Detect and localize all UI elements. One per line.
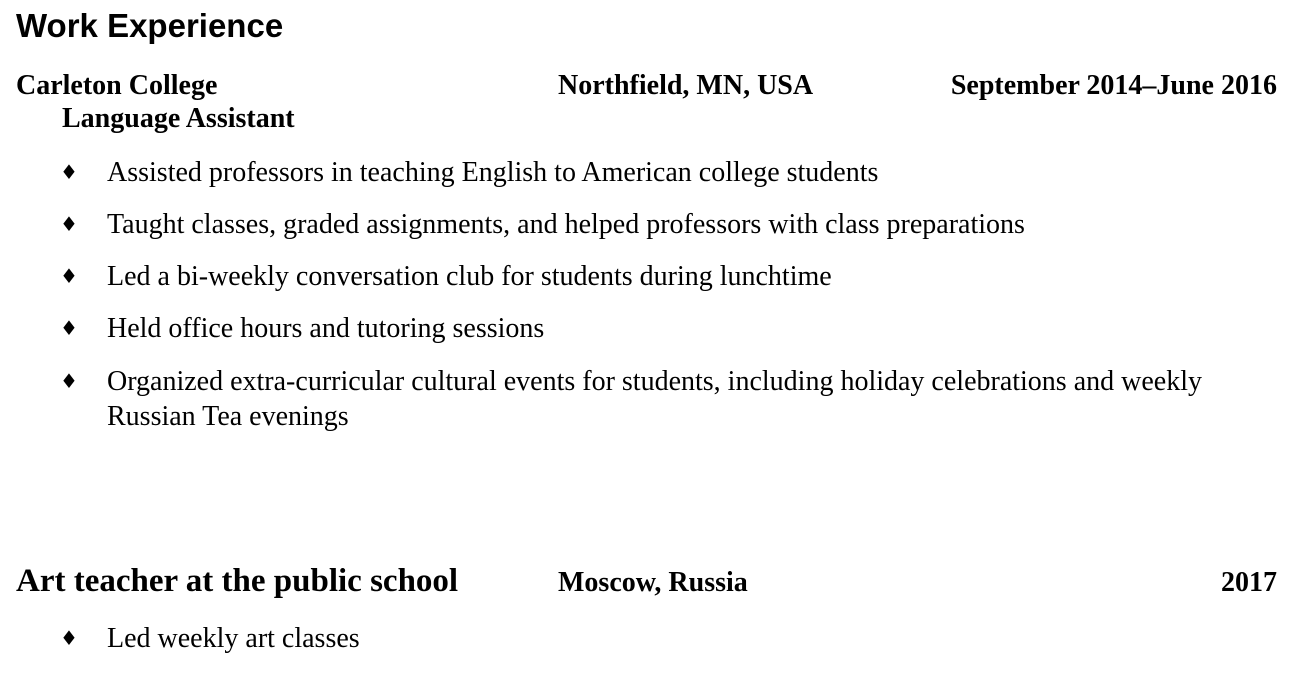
- diamond-bullet-icon: ♦: [60, 264, 78, 288]
- job-organization: Carleton College: [16, 70, 218, 101]
- diamond-bullet-icon: ♦: [60, 212, 78, 236]
- job-organization: Art teacher at the public school: [16, 563, 459, 599]
- job-dates: 2017: [1221, 567, 1277, 598]
- bullet-text: Taught classes, graded assignments, and helped professors with class preparations: [107, 209, 1025, 240]
- diamond-bullet-icon: ♦: [60, 316, 78, 340]
- job-dates: September 2014–June 2016: [950, 70, 1277, 101]
- diamond-bullet-icon: ♦: [60, 369, 78, 393]
- bullet-text: Organized extra-curricular cultural events for students, including holiday celebrations and weekly Russian Tea evenings: [107, 366, 1202, 432]
- section-title: Work Experience: [16, 7, 284, 44]
- job-location: Moscow, Russia: [558, 567, 748, 598]
- bullet-text: Led a bi-weekly conversation club for students during lunchtime: [107, 261, 832, 292]
- bullet-text: Led weekly art classes: [107, 623, 360, 654]
- bullet-text: Held office hours and tutoring sessions: [107, 313, 545, 344]
- diamond-bullet-icon: ♦: [60, 160, 78, 184]
- job-location: Northfield, MN, USA: [558, 70, 814, 101]
- diamond-bullet-icon: ♦: [60, 626, 78, 650]
- job-role: Language Assistant: [62, 103, 295, 134]
- bullet-text: Assisted professors in teaching English to American college students: [107, 157, 879, 188]
